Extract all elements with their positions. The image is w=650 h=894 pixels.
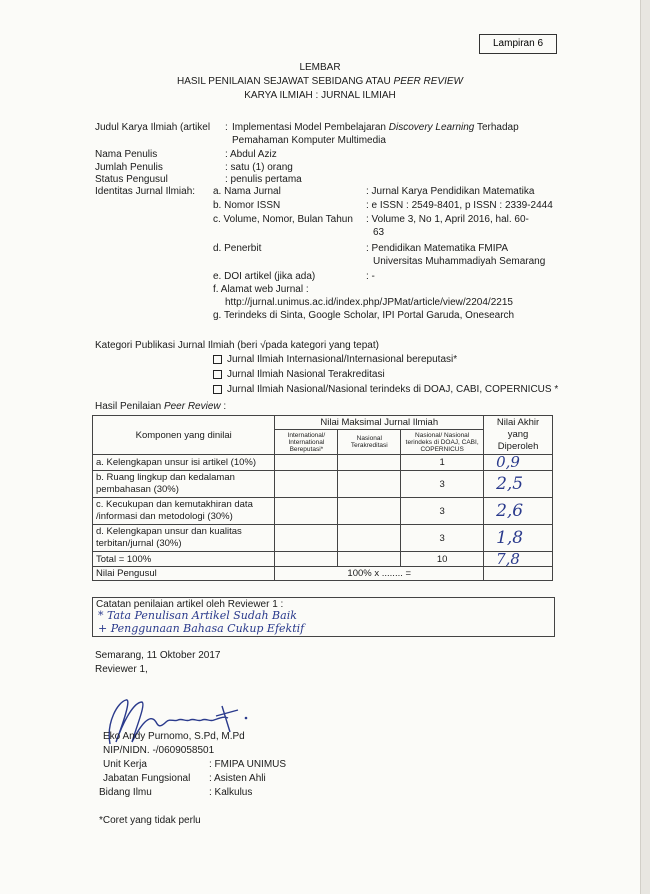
checkbox-icon: [213, 370, 222, 379]
header-line3: KARYA ILMIAH : JURNAL ILMIAH: [244, 90, 396, 101]
sub-header-nasional-terakreditasi: Nasional Terakreditasi: [338, 430, 401, 455]
table-row: [93, 471, 553, 498]
status-value: : penulis pertama: [225, 174, 302, 185]
identitas-f-value: http://jurnal.unimus.ac.id/index.php/JPMat/article/view/2204/2215: [225, 297, 513, 308]
lampiran-box: Lampiran 6: [479, 34, 557, 54]
jumlah-label: Jumlah Penulis: [95, 162, 163, 173]
signature-image: [96, 692, 271, 752]
row-max: 3: [401, 471, 484, 498]
nama-value: : Abdul Aziz: [225, 149, 277, 160]
unit-label: Unit Kerja: [103, 759, 147, 770]
row-score: 0,9: [484, 455, 553, 471]
header-line2: HASIL PENILAIAN SEJAWAT SEBIDANG ATAU PEER REVIEW: [176, 76, 463, 87]
jabatan-label: Jabatan Fungsional: [103, 773, 191, 784]
identitas-a-value: : Jurnal Karya Pendidikan Matematika: [366, 186, 535, 197]
table-row: [93, 498, 553, 525]
bidang-label: Bidang Ilmu: [99, 787, 152, 798]
pengusul-label: Nilai Pengusul: [93, 567, 275, 581]
sub-header-nasional-terindeks: Nasional/ Nasional terindeks di DOAJ, CABI, COPERNICUS: [401, 430, 484, 455]
jumlah-value: : satu (1) orang: [225, 162, 293, 173]
jabatan-value: : Asisten Ahli: [209, 773, 266, 784]
judul-label: Judul Karya Ilmiah (artikel: [95, 122, 211, 133]
total-score: 7,8: [484, 552, 553, 567]
table-pengusul-row: [93, 567, 553, 581]
identitas-a-label: a. Nama Jurnal: [213, 186, 281, 197]
penilaian-table: [92, 415, 553, 581]
reviewer-nip: NIP/NIDN. -/0609058501: [103, 745, 215, 756]
identitas-b-value: : e ISSN : 2549-8401, p ISSN : 2339-2444: [366, 200, 553, 211]
kategori-option-3: Jurnal Ilmiah Nasional/Nasional terindeks di DOAJ, CABI, COPERNICUS *: [213, 384, 558, 396]
reviewer-label: Reviewer 1,: [95, 664, 148, 675]
identitas-c-value2: 63: [373, 227, 385, 238]
identitas-label: Identitas Jurnal Ilmiah:: [95, 186, 196, 197]
identitas-d-label: d. Penerbit: [213, 243, 262, 254]
row-score: 2,6: [484, 498, 553, 525]
catatan-title: Catatan penilaian artikel oleh Reviewer 1 :: [96, 599, 284, 610]
sub-header-internasional: International/ International Bereputasi*: [275, 430, 338, 455]
identitas-e-value: : -: [366, 271, 375, 282]
kategori-title: Kategori Publikasi Jurnal Ilmiah (beri √pada kategori yang tepat): [95, 340, 379, 351]
row-label: a. Kelengkapan unsur isi artikel (10%): [93, 455, 275, 471]
catatan-line2: + Penggunaan Bahasa Cukup Efektif: [98, 622, 305, 635]
kategori-option-2: Jurnal Ilmiah Nasional Terakreditasi: [213, 369, 385, 381]
komponen-header: Komponen yang dinilai: [93, 416, 275, 455]
row-max: 3: [401, 525, 484, 552]
nilai-maks-header: Nilai Maksimal Jurnal Ilmiah: [275, 416, 484, 430]
table-row: [93, 455, 553, 471]
table-row: [93, 525, 553, 552]
row-max: 3: [401, 498, 484, 525]
row-label: d. Kelengkapan unsur dan kualitas terbitan/jurnal (30%): [93, 525, 275, 552]
status-label: Status Pengusul: [95, 174, 168, 185]
kategori-option-1: Jurnal Ilmiah Internasional/Internasional bereputasi*: [213, 354, 457, 366]
row-label: c. Kecukupan dan kemutakhiran data /informasi dan metodologi (30%): [93, 498, 275, 525]
unit-value: : FMIPA UNIMUS: [209, 759, 287, 770]
identitas-b-label: b. Nomor ISSN: [213, 200, 281, 211]
judul-line2: Pemahaman Komputer Multimedia: [232, 135, 386, 146]
coret-note: *Coret yang tidak perlu: [99, 815, 201, 826]
pengusul-value: 100% x ........ =: [275, 567, 484, 581]
identitas-c-label: c. Volume, Nomor, Bulan Tahun: [213, 214, 353, 225]
identitas-d-value2: Universitas Muhammadiyah Semarang: [373, 256, 546, 267]
reviewer-name: Eko Andy Purnomo, S.Pd, M.Pd: [103, 731, 245, 742]
total-label: Total = 100%: [93, 552, 275, 567]
bidang-value: : Kalkulus: [209, 787, 253, 798]
nama-label: Nama Penulis: [95, 149, 158, 160]
checkbox-icon: [213, 385, 222, 394]
identitas-e-label: e. DOI artikel (jika ada): [213, 271, 316, 282]
identitas-f-label: f. Alamat web Jurnal :: [213, 284, 309, 295]
hasil-title: Hasil Penilaian Peer Review :: [95, 401, 227, 412]
header-line1: LEMBAR: [299, 62, 341, 73]
table-total-row: [93, 552, 553, 567]
judul-colon: :: [225, 122, 228, 133]
judul-line1: Implementasi Model Pembelajaran Discovery Learning Terhadap: [232, 122, 519, 133]
catatan-line1: * Tata Penulisan Artikel Sudah Baik: [98, 609, 297, 622]
checkbox-icon: [213, 355, 222, 364]
row-score: 2,5: [484, 471, 553, 498]
row-label: b. Ruang lingkup dan kedalaman pembahasan (30%): [93, 471, 275, 498]
nilai-akhir-header: Nilai Akhir yang Diperoleh: [484, 416, 553, 455]
identitas-c-value: : Volume 3, No 1, April 2016, hal. 60-: [366, 214, 529, 225]
row-score: 1,8: [484, 525, 553, 552]
identitas-d-value: : Pendidikan Matematika FMIPA: [366, 243, 509, 254]
row-max: 1: [401, 455, 484, 471]
identitas-g-label: g. Terindeks di Sinta, Google Scholar, IPI Portal Garuda, Onesearch: [213, 310, 515, 321]
signature-date: Semarang, 11 Oktober 2017: [95, 650, 221, 661]
total-max: 10: [401, 552, 484, 567]
